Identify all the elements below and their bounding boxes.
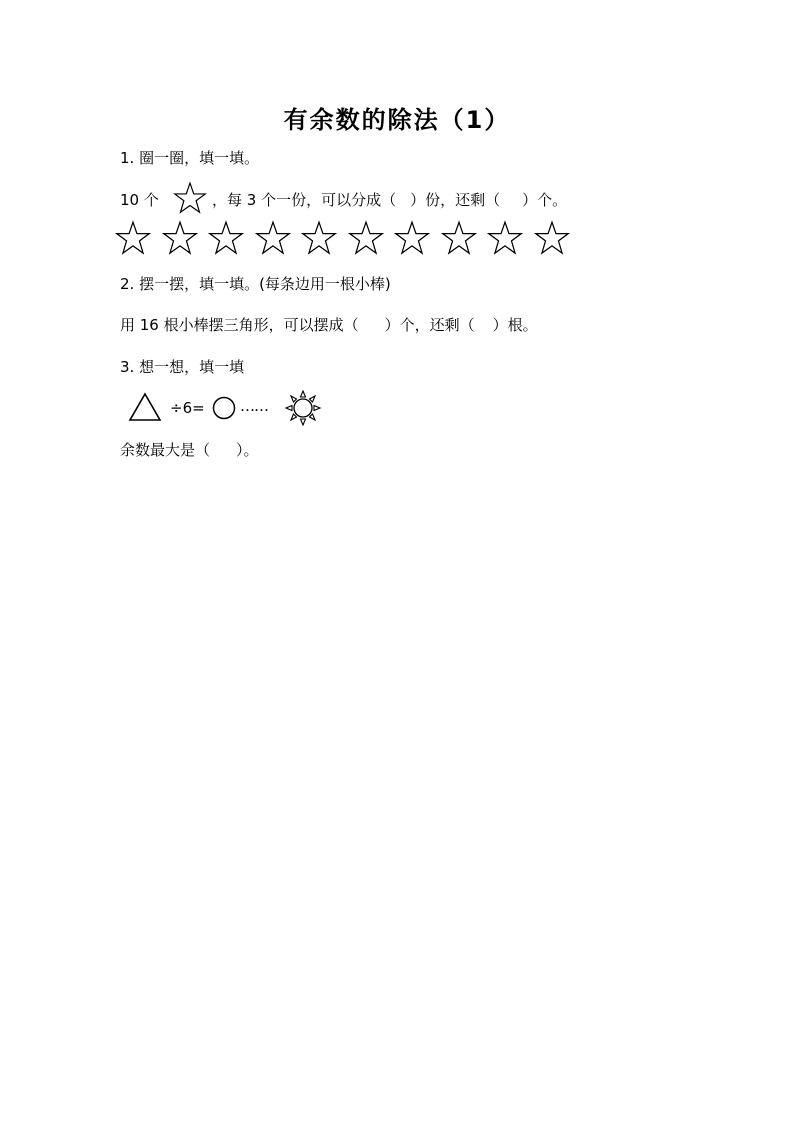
- star-outline-icon: [441, 220, 477, 256]
- star-outline-icon: [348, 220, 384, 256]
- star-outline-icon: [208, 220, 244, 256]
- page-title: 有余数的除法（1）: [283, 106, 511, 134]
- question-2-sentence-part-a: 用 16 根小棒摆三角形，可以摆成（: [120, 316, 359, 334]
- question-3-answer-part-a: 余数最大是（: [120, 441, 211, 459]
- question-1-sentence-part-a: ，每 3 个一份，可以分成（: [212, 191, 397, 209]
- question-1-sentence-part-b: ）份，还剩（: [410, 191, 501, 209]
- question-3-answer-part-b: ）。: [236, 441, 259, 459]
- star-outline-icon: [173, 181, 207, 215]
- question-3-answer: [120, 440, 259, 460]
- question-1-heading: 1. 圈一圈，填一填。: [120, 149, 260, 167]
- question-2-sentence-part-c: ）根。: [492, 316, 538, 334]
- question-2-sentence: [120, 315, 538, 335]
- triangle-outline-icon: [128, 392, 162, 422]
- question-1-count: [120, 190, 159, 210]
- star-outline-icon: [115, 220, 151, 256]
- star-outline-icon: [394, 220, 430, 256]
- question-3-equation: [128, 390, 368, 426]
- question-2-sentence-part-b: ）个，还剩（: [384, 316, 475, 334]
- circle-outline-icon: [212, 396, 236, 420]
- question-1-sentence: [212, 190, 567, 210]
- star-outline-icon: [255, 220, 291, 256]
- star-outline-icon: [162, 220, 198, 256]
- question-1-count-text: 10 个: [120, 191, 159, 209]
- question-2-heading: 2. 摆一摆，填一填。(每条边用一根小棒): [120, 275, 391, 293]
- stars-row: [115, 220, 585, 256]
- star-outline-icon: [534, 220, 570, 256]
- question-1-sentence-part-c: ）个。: [522, 191, 568, 209]
- sun-icon: [284, 390, 322, 426]
- ellipsis-dots: ……: [240, 397, 268, 415]
- division-operator: ÷6=: [170, 399, 205, 417]
- star-outline-icon: [487, 220, 523, 256]
- star-outline-icon: [301, 220, 337, 256]
- question-3-heading: 3. 想一想，填一填: [120, 358, 245, 376]
